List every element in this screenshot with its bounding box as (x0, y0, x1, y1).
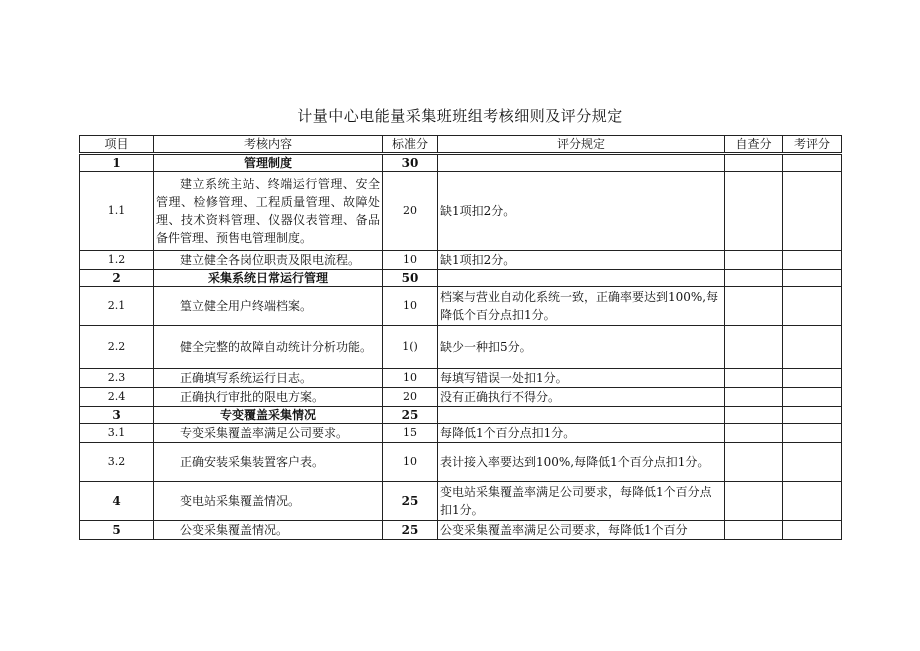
standard-score: 10 (383, 369, 438, 388)
table-row (80, 521, 842, 540)
item-number: 1.2 (80, 251, 154, 270)
item-number: 3.1 (80, 424, 154, 443)
table-row (80, 326, 842, 369)
standard-score: 25 (383, 521, 438, 540)
review-cell (783, 369, 842, 388)
table-row (80, 172, 842, 251)
review-cell (783, 521, 842, 540)
assessment-content: 正确执行审批的限电方案。 (154, 388, 383, 407)
scoring-rule: 缺少一种扣5分。 (438, 326, 725, 369)
table-row (80, 482, 842, 521)
item-number: 1 (80, 154, 154, 172)
section-title: 采集系统日常运行管理 (154, 270, 383, 287)
assessment-table (79, 135, 842, 540)
self-check-cell (725, 482, 783, 521)
assessment-content: 专变采集覆盖率满足公司要求。 (154, 424, 383, 443)
header-rule: 评分规定 (438, 136, 725, 154)
review-cell (783, 388, 842, 407)
table-row (80, 424, 842, 443)
header-score: 标准分 (383, 136, 438, 154)
scoring-rule: 每填写错误一处扣1分。 (438, 369, 725, 388)
item-number: 1.1 (80, 172, 154, 251)
self-check-cell (725, 251, 783, 270)
standard-score: 25 (383, 482, 438, 521)
review-cell (783, 482, 842, 521)
review-cell (783, 154, 842, 172)
item-number: 3 (80, 407, 154, 424)
standard-score: 1() (383, 326, 438, 369)
review-cell (783, 270, 842, 287)
self-check-cell (725, 443, 783, 482)
self-check-cell (725, 521, 783, 540)
standard-score: 25 (383, 407, 438, 424)
standard-score: 10 (383, 251, 438, 270)
scoring-rule (438, 154, 725, 172)
scoring-rule: 缺1项扣2分。 (438, 251, 725, 270)
item-number: 2.3 (80, 369, 154, 388)
self-check-cell (725, 326, 783, 369)
scoring-rule: 变电站采集覆盖率满足公司要求，每降低1个百分点扣1分。 (438, 482, 725, 521)
self-check-cell (725, 154, 783, 172)
self-check-cell (725, 172, 783, 251)
item-number: 2.2 (80, 326, 154, 369)
scoring-rule: 缺1项扣2分。 (438, 172, 725, 251)
document-title: 计量中心电能量采集班班组考核细则及评分规定 (297, 107, 623, 125)
self-check-cell (725, 424, 783, 443)
item-number: 2.1 (80, 287, 154, 326)
assessment-content: 健全完整的故障自动统计分析功能。 (154, 326, 383, 369)
item-number: 3.2 (80, 443, 154, 482)
assessment-content: 建立健全各岗位职责及限电流程。 (154, 251, 383, 270)
review-cell (783, 443, 842, 482)
scoring-rule: 表计接入率要达到100%,每降低1个百分点扣1分。 (438, 443, 725, 482)
item-number: 2 (80, 270, 154, 287)
review-cell (783, 326, 842, 369)
section-title: 管理制度 (154, 154, 383, 172)
table-row (80, 270, 842, 287)
table-row (80, 154, 842, 172)
assessment-content: 建立系统主站、终端运行管理、安全管理、检修管理、工程质量管理、故障处理、技术资料管理、仪器仪表管理、备品备件管理、预售电管理制度。 (154, 172, 383, 251)
table-row (80, 369, 842, 388)
assessment-content: 公变采集覆盖情况。 (154, 521, 383, 540)
table-row (80, 443, 842, 482)
standard-score: 15 (383, 424, 438, 443)
review-cell (783, 251, 842, 270)
table-row (80, 407, 842, 424)
assessment-content: 正确填写系统运行日志。 (154, 369, 383, 388)
header-content: 考核内容 (154, 136, 383, 154)
header-item: 项目 (80, 136, 154, 154)
table-row (80, 287, 842, 326)
item-number: 5 (80, 521, 154, 540)
self-check-cell (725, 407, 783, 424)
standard-score: 10 (383, 287, 438, 326)
standard-score: 20 (383, 388, 438, 407)
review-cell (783, 407, 842, 424)
standard-score: 30 (383, 154, 438, 172)
standard-score: 20 (383, 172, 438, 251)
table-row (80, 251, 842, 270)
review-cell (783, 424, 842, 443)
scoring-rule: 公变采集覆盖率满足公司要求，每降低1个百分 (438, 521, 725, 540)
self-check-cell (725, 369, 783, 388)
scoring-rule: 档案与营业自动化系统一致，正确率要达到100%,每降低个百分点扣1分。 (438, 287, 725, 326)
item-number: 4 (80, 482, 154, 521)
standard-score: 10 (383, 443, 438, 482)
assessment-content: 变电站采集覆盖情况。 (154, 482, 383, 521)
item-number: 2.4 (80, 388, 154, 407)
assessment-content: 篁立健全用户终端档案。 (154, 287, 383, 326)
header-review: 考评分 (783, 136, 842, 154)
self-check-cell (725, 287, 783, 326)
header-self-check: 自查分 (725, 136, 783, 154)
review-cell (783, 172, 842, 251)
table-row (80, 388, 842, 407)
scoring-rule: 没有正确执行不得分。 (438, 388, 725, 407)
table-header-row (80, 136, 842, 154)
scoring-rule (438, 407, 725, 424)
assessment-content: 正确安装采集装置客户表。 (154, 443, 383, 482)
review-cell (783, 287, 842, 326)
self-check-cell (725, 388, 783, 407)
self-check-cell (725, 270, 783, 287)
section-title: 专变覆盖采集情况 (154, 407, 383, 424)
scoring-rule: 每降低1个百分点扣1分。 (438, 424, 725, 443)
scoring-rule (438, 270, 725, 287)
standard-score: 50 (383, 270, 438, 287)
